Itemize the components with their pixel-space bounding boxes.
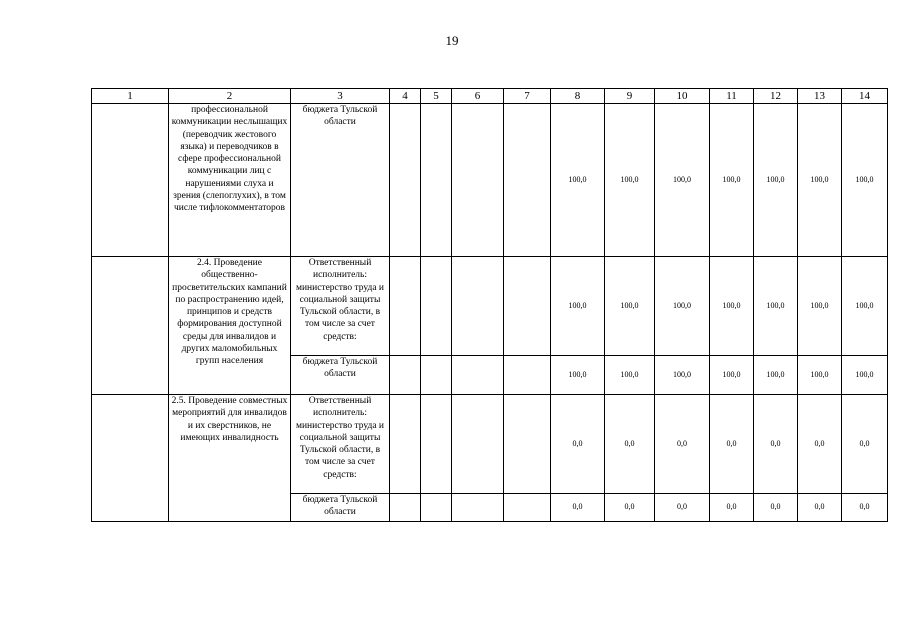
value-cell: 100,0 xyxy=(551,356,605,395)
value-cell: 100,0 xyxy=(798,257,842,356)
header-cell: 5 xyxy=(421,89,452,104)
header-cell: 7 xyxy=(504,89,551,104)
page-number: 19 xyxy=(445,33,459,48)
header-cell: 11 xyxy=(710,89,754,104)
header-cell: 10 xyxy=(655,89,710,104)
empty-cell xyxy=(452,494,504,522)
value-cell: 0,0 xyxy=(605,395,655,494)
value-cell: 100,0 xyxy=(605,257,655,356)
empty-cell xyxy=(421,257,452,356)
value-cell: 0,0 xyxy=(842,395,888,494)
empty-cell xyxy=(390,395,421,494)
value-cell: 0,0 xyxy=(754,494,798,522)
empty-cell xyxy=(452,395,504,494)
table-row xyxy=(92,395,888,494)
empty-cell xyxy=(390,104,421,257)
value-cell: 100,0 xyxy=(655,356,710,395)
empty-cell xyxy=(504,395,551,494)
value-cell: 100,0 xyxy=(754,104,798,257)
funding-source: бюджета Тульской области xyxy=(291,494,390,522)
table-row xyxy=(92,257,888,356)
value-cell: 100,0 xyxy=(551,104,605,257)
empty-cell xyxy=(92,395,169,522)
header-cell: 6 xyxy=(452,89,504,104)
value-cell: 0,0 xyxy=(798,494,842,522)
value-cell: 100,0 xyxy=(710,257,754,356)
header-cell: 8 xyxy=(551,89,605,104)
header-cell: 3 xyxy=(291,89,390,104)
value-cell: 0,0 xyxy=(655,395,710,494)
value-cell: 100,0 xyxy=(605,104,655,257)
program-table xyxy=(91,88,888,522)
funding-source: бюджета Тульской области xyxy=(291,104,390,257)
empty-cell xyxy=(92,104,169,257)
empty-cell xyxy=(390,494,421,522)
value-cell: 0,0 xyxy=(551,494,605,522)
value-cell: 100,0 xyxy=(842,257,888,356)
empty-cell xyxy=(504,257,551,356)
empty-cell xyxy=(421,395,452,494)
table-row xyxy=(92,104,888,257)
empty-cell xyxy=(421,356,452,395)
header-cell: 9 xyxy=(605,89,655,104)
value-cell: 100,0 xyxy=(754,257,798,356)
empty-cell xyxy=(504,356,551,395)
header-cell: 14 xyxy=(842,89,888,104)
header-cell: 4 xyxy=(390,89,421,104)
value-cell: 0,0 xyxy=(551,395,605,494)
empty-cell xyxy=(452,257,504,356)
value-cell: 0,0 xyxy=(754,395,798,494)
empty-cell xyxy=(390,356,421,395)
value-cell: 100,0 xyxy=(710,356,754,395)
empty-cell xyxy=(390,257,421,356)
value-cell: 100,0 xyxy=(798,104,842,257)
value-cell: 0,0 xyxy=(655,494,710,522)
value-cell: 100,0 xyxy=(842,104,888,257)
empty-cell xyxy=(421,494,452,522)
funding-source: Ответственный исполнитель: министерство труда и социальной защиты Тульской области, в том числе за счет средств: xyxy=(291,395,390,494)
header-cell: 2 xyxy=(169,89,291,104)
empty-cell xyxy=(421,104,452,257)
header-cell: 1 xyxy=(92,89,169,104)
empty-cell xyxy=(452,104,504,257)
value-cell: 100,0 xyxy=(842,356,888,395)
empty-cell xyxy=(504,494,551,522)
header-cell: 12 xyxy=(754,89,798,104)
value-cell: 0,0 xyxy=(798,395,842,494)
activity-name: профессиональной коммуникации неслышащих (переводчик жестового языка) и переводчиков в сфере профессиональной коммуникации лиц с нарушениями слуха и зрения (слепоглухих), в том числе тифлокомментаторов xyxy=(169,104,291,257)
value-cell: 100,0 xyxy=(605,356,655,395)
value-cell: 0,0 xyxy=(842,494,888,522)
empty-cell xyxy=(452,356,504,395)
activity-name: 2.5. Проведение совместных мероприятий для инвалидов и их сверстников, не имеющих инвалидность xyxy=(169,395,291,522)
value-cell: 0,0 xyxy=(710,494,754,522)
funding-source: бюджета Тульской области xyxy=(291,356,390,395)
value-cell: 100,0 xyxy=(754,356,798,395)
funding-source: Ответственный исполнитель: министерство труда и социальной защиты Тульской области, в том числе за счет средств: xyxy=(291,257,390,356)
value-cell: 100,0 xyxy=(655,104,710,257)
empty-cell xyxy=(504,104,551,257)
header-row xyxy=(92,89,888,104)
value-cell: 100,0 xyxy=(551,257,605,356)
value-cell: 100,0 xyxy=(655,257,710,356)
header-cell: 13 xyxy=(798,89,842,104)
value-cell: 100,0 xyxy=(710,104,754,257)
value-cell: 100,0 xyxy=(798,356,842,395)
activity-name: 2.4. Проведение общественно-просветительских кампаний по распространению идей, принципов и средств формирования доступной среды для инвалидов и других маломобильных групп населения xyxy=(169,257,291,395)
value-cell: 0,0 xyxy=(710,395,754,494)
empty-cell xyxy=(92,257,169,395)
value-cell: 0,0 xyxy=(605,494,655,522)
